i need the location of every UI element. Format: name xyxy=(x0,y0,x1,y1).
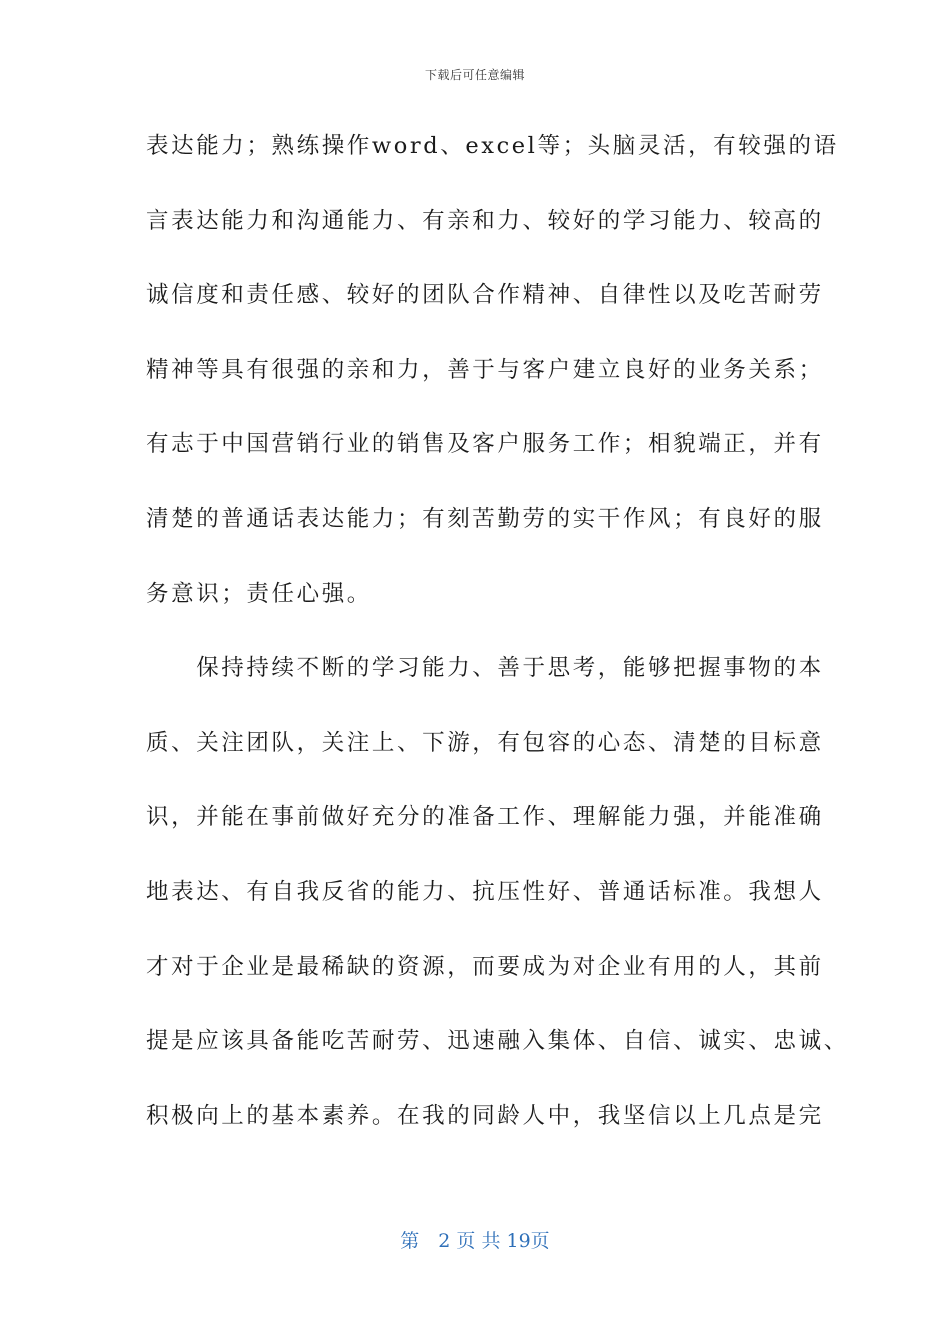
document-body xyxy=(146,120,849,1164)
text-line: 务意识；责任心强。 xyxy=(146,580,372,607)
text-line: 清楚的普通话表达能力；有刻苦勤劳的实干作风；有良好的服 xyxy=(146,505,824,532)
page-number-footer: 第 2 页 共 19页 xyxy=(400,1230,550,1252)
text-line: 才对于企业是最稀缺的资源，而要成为对企业有用的人，其前 xyxy=(146,953,824,980)
text-line: 有志于中国营销行业的销售及客户服务工作；相貌端正，并有 xyxy=(146,431,824,458)
text-line: 保持持续不断的学习能力、善于思考，能够把握事物的本 xyxy=(146,655,824,682)
text-line: 言表达能力和沟通能力、有亲和力、较好的学习能力、较高的 xyxy=(146,207,824,234)
text-line: 提是应该具备能吃苦耐劳、迅速融入集体、自信、诚实、忠诚、 xyxy=(146,1028,849,1055)
text-line: 精神等具有很强的亲和力，善于与客户建立良好的业务关系； xyxy=(146,356,824,383)
text-line: 积极向上的基本素养。在我的同龄人中，我坚信以上几点是完 xyxy=(146,1102,824,1129)
header-note: 下载后可任意编辑 xyxy=(424,68,525,82)
text-line: 地表达、有自我反省的能力、抗压性好、普通话标准。我想人 xyxy=(146,878,824,905)
text-line: 表达能力；熟练操作word、excel等；头脑灵活，有较强的语 xyxy=(146,133,839,159)
text-line: 质、关注团队，关注上、下游，有包容的心态、清楚的目标意 xyxy=(146,729,824,756)
text-line: 识，并能在事前做好充分的准备工作、理解能力强，并能准确 xyxy=(146,804,824,831)
text-line: 诚信度和责任感、较好的团队合作精神、自律性以及吃苦耐劳 xyxy=(146,282,824,309)
